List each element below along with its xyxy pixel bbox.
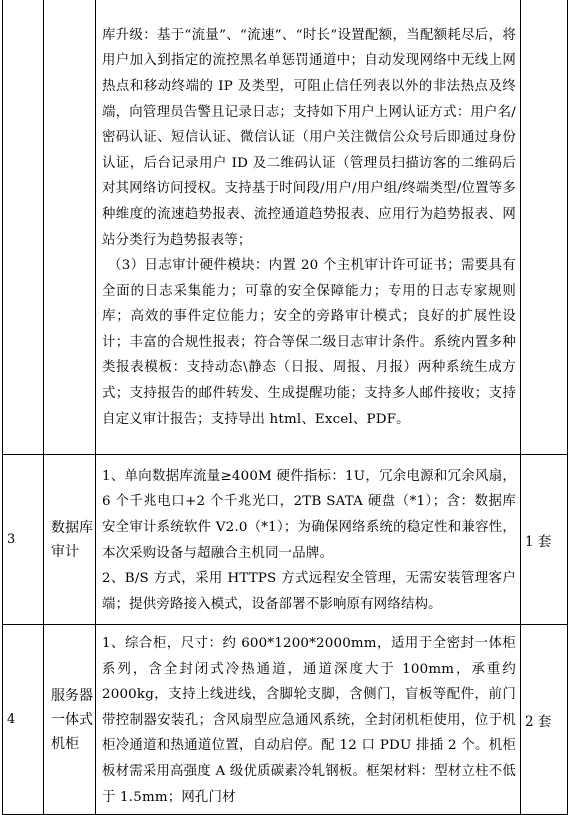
item-number-cell: 4 [3,625,44,815]
description-paragraph: （3）日志审计硬件模块：内置 20 个主机审计许可证书；需要具有全面的日志采集能力；可靠的安全保障能力；专用的日志专家规则库；高效的事件定位能力；安全的旁路审计模式；良好的扩展性设计；丰富的合规性报表；符合等保二级日志审计条件。系统内置多种类报表模板：支持动态\静态（日报、周报、月报）两种系统生成方式；支持报告的邮件转发、生成提醒功能；支持多人邮件接收；支持自定义审计报告；支持导出 html、Excel、PDF。 [102,258,516,427]
item-description-cell [96,0,521,455]
item-quantity-cell [521,0,568,455]
item-number-cell [3,0,44,455]
table-row [3,0,568,455]
item-description-cell [96,625,521,815]
table-row [3,625,568,815]
item-name-cell: 服务器一体式机柜 [44,625,96,815]
table-row [3,455,568,625]
item-number-cell: 3 [3,455,44,625]
description-paragraph: 库升级：基于“流量”、“流速”、“时长”设置配额，当配额耗尽后，将用户加入到指定的流控黑名单惩罚通道中；自动发现网络中无线上网热点和移动终端的 IP 及类型，可阻止信任列表以外的非法热点及终端，向管理员告警且记录日志；支持如下用户上网认证方式：用户名/密码认证、短信认证、微信认证（用户关注微信公众号后即通过身份认证，后台记录用户 ID 及二维码认证（管理员扫描访客的二维码后对其网络访问授权。支持基于时间段/用户/用户组/终端类型/位置等多种维度的流速趋势报表、流控通道趋势报表、应用行为趋势报表、网站分类行为趋势报表等； [102,27,516,248]
description-paragraph: 1、综合柜，尺寸：约 600*1200*2000mm，适用于全密封一体柜系列，含全封闭式冷热通道，通道深度大于 100mm，承重约 2000kg，支持上线进线，含脚轮支脚，含侧门，盲板等配件，前门带控制器安装孔；含风扇型应急通风系统，全封闭机柜使用，位于机柜冷通道和热通道位置，自动启停。配 12 口 PDU 排插 2 个。机柜板材需采用高强度 A 级优质碳素冷轧钢板。框架材料：型材立柱不低于 1.5mm；网孔门材 [102,636,516,805]
item-name-cell [44,0,96,455]
specification-table [2,0,568,815]
item-description-cell [96,455,521,625]
item-quantity-cell: 2 套 [521,625,568,815]
description-paragraph: 2、B/S 方式，采用 HTTPS 方式远程安全管理，无需安装管理客户端；提供旁路接入模式，设备部署不影响原有网络结构。 [102,571,516,612]
description-paragraph: 1、单向数据库流量≥400M 硬件指标：1U，冗余电源和冗余风扇，6 个千兆电口+2 个千兆光口，2TB SATA 硬盘（*1）；含：数据库安全审计系统软件 V2.0（*1）；为确保网络系统的稳定性和兼容性，本次采购设备与超融合主机同一品牌。 [102,468,516,561]
item-quantity-cell: 1 套 [521,455,568,625]
item-name-cell: 数据库审计 [44,455,96,625]
